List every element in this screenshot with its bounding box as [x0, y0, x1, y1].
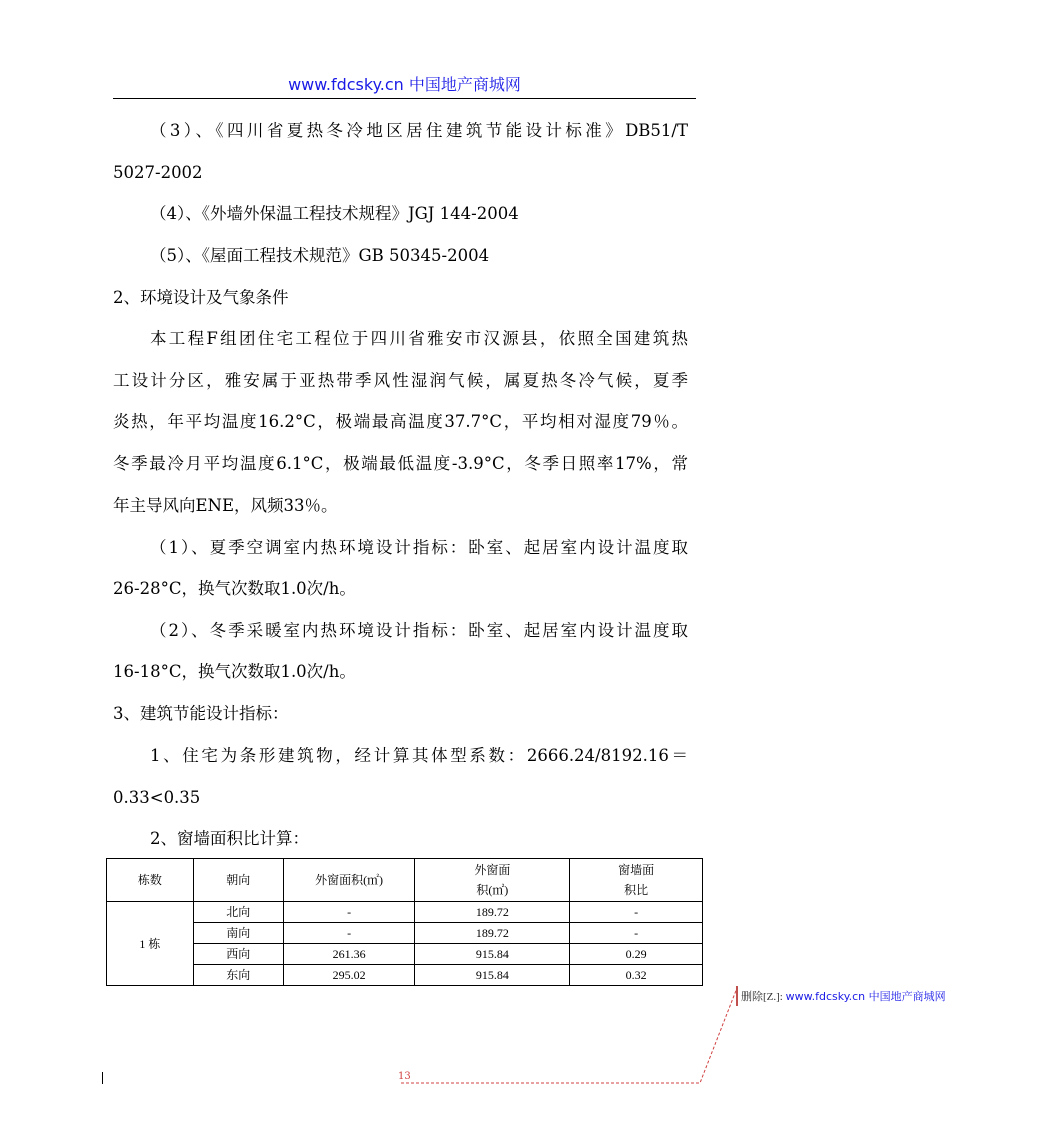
paragraph-line: 0.33<0.35: [113, 788, 201, 807]
paragraph-line: 1、住宅为条形建筑物，经计算其体型系数：2666.24/8192.16＝: [150, 746, 688, 765]
building-cell: 1 栋: [107, 902, 194, 986]
paragraph-line: （1）、夏季空调室内热环境设计指标：卧室、起居室内设计温度取: [150, 538, 688, 557]
table-cell: 261.36: [283, 944, 415, 965]
table-cell: 东向: [193, 965, 283, 986]
paragraph-line: 年主导风向ENE，风频33％。: [113, 496, 338, 515]
table-header: 朝向: [193, 859, 283, 902]
table-cell: 189.72: [415, 923, 570, 944]
comment-text: www.fdcsky.cn 中国地产商城网: [785, 990, 946, 1003]
section-heading: 3、建筑节能设计指标：: [113, 704, 289, 723]
table-cell: -: [570, 923, 703, 944]
table-header: 外窗面积(㎡): [283, 859, 415, 902]
margin-mark: [102, 1072, 103, 1084]
table-cell: 0.29: [570, 944, 703, 965]
table-cell: -: [283, 902, 415, 923]
paragraph-line: 炎热，年平均温度16.2°C，极端最高温度37.7°C，平均相对湿度79％。: [113, 412, 688, 431]
comment-marker: [736, 986, 738, 1006]
paragraph-line: 冬季最冷月平均温度6.1°C，极端最低温度-3.9°C，冬季日照率17%，常: [113, 454, 688, 473]
comment-label: 删除[Z.]:: [741, 991, 786, 1003]
revision-comment[interactable]: [741, 988, 946, 1004]
paragraph-line: （3）、《四川省夏热冬冷地区居住建筑节能设计标准》DB51/T: [150, 121, 688, 140]
table-cell: -: [283, 923, 415, 944]
table-cell: 西向: [193, 944, 283, 965]
paragraph-line: 工设计分区，雅安属于亚热带季风性湿润气候，属夏热冬冷气候，夏季: [113, 371, 688, 390]
table-cell: -: [570, 902, 703, 923]
header-line: 外窗面: [474, 863, 511, 877]
header-line: 积(㎡): [476, 883, 509, 897]
paragraph-line: （5）、《屋面工程技术规范》GB 50345-2004: [150, 246, 490, 265]
page-header: www.fdcsky.cn 中国地产商城网: [288, 75, 521, 94]
page-number: 13: [398, 1071, 411, 1082]
table-header: 栋数: [107, 859, 194, 902]
paragraph-line: 2、窗墙面积比计算：: [150, 829, 309, 848]
table-cell: 0.32: [570, 965, 703, 986]
header-line: 积比: [624, 883, 649, 897]
paragraph-line: （4）、《外墙外保温工程技术规程》JGJ 144-2004: [150, 204, 519, 223]
paragraph-line: 16-18°C，换气次数取1.0次/h。: [113, 662, 356, 681]
table-cell: 189.72: [415, 902, 570, 923]
section-heading: 2、环境设计及气象条件: [113, 288, 289, 307]
paragraph-line: 26-28°C，换气次数取1.0次/h。: [113, 579, 356, 598]
table-cell: 915.84: [415, 965, 570, 986]
table-cell: 295.02: [283, 965, 415, 986]
table-cell: 915.84: [415, 944, 570, 965]
paragraph-line: （2）、冬季采暖室内热环境设计指标：卧室、起居室内设计温度取: [150, 621, 688, 640]
paragraph-line: 5027-2002: [113, 163, 203, 182]
paragraph-line: 本工程F组团住宅工程位于四川省雅安市汉源县，依照全国建筑热: [150, 329, 688, 348]
header-line: 窗墙面: [618, 863, 655, 877]
table-cell: 南向: [193, 923, 283, 944]
table-cell: 北向: [193, 902, 283, 923]
